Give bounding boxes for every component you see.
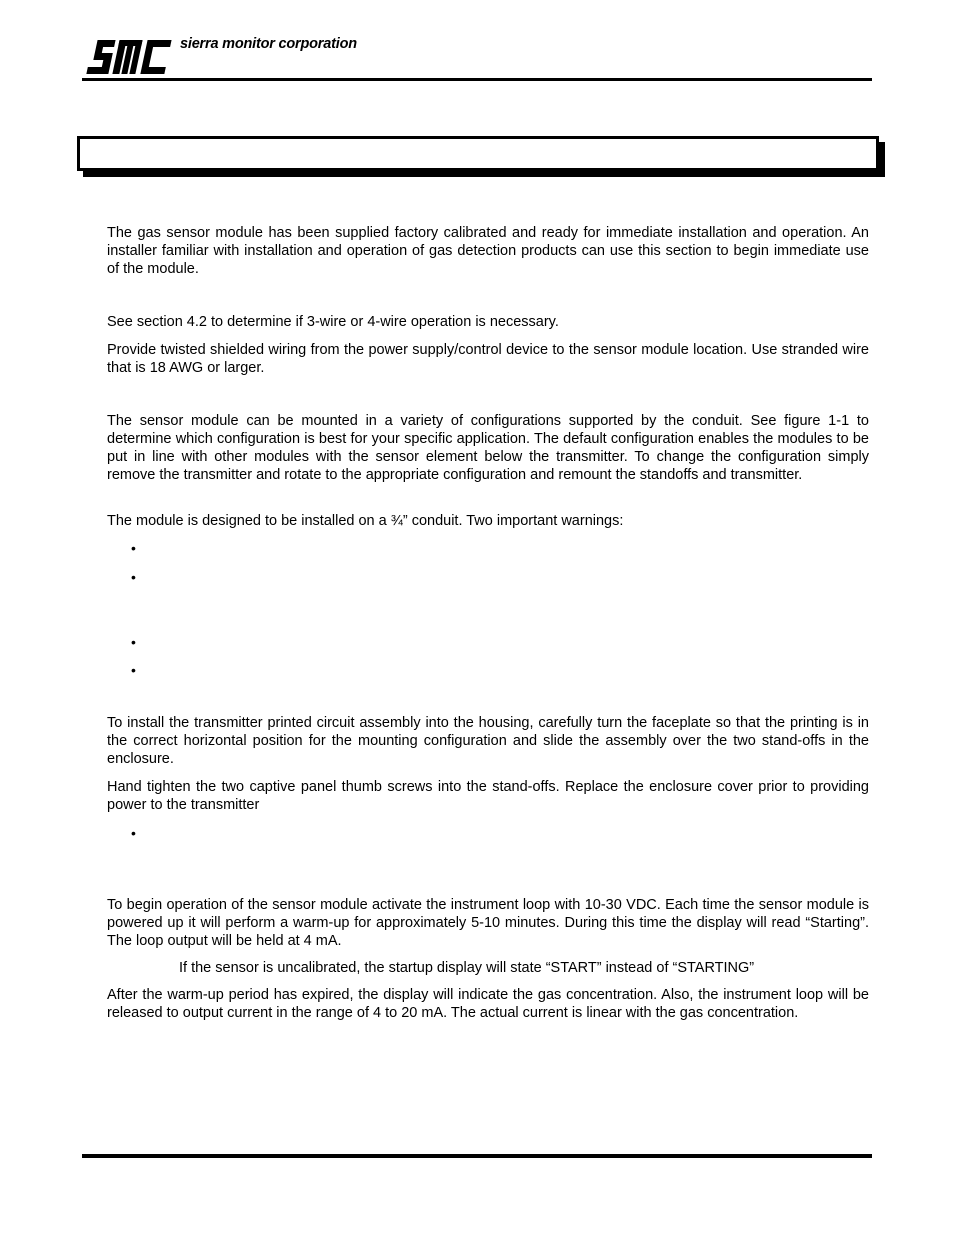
wiring-paragraph-2: Provide twisted shielded wiring from the power supply/control device to the sensor module location. Use stranded wire that is 18 AWG or larger. xyxy=(107,342,869,376)
company-name: sierra monitor corporation xyxy=(180,36,357,52)
section-title-box xyxy=(77,136,879,171)
transmitter-paragraph-1: To install the transmitter printed circuit assembly into the housing, carefully turn the faceplate so that the printing is in the correct horizontal position for the mounting configuration and slide the assembly over the two stand-offs in the enclosure. xyxy=(107,715,869,767)
warning-bullet-4: • xyxy=(131,662,136,678)
warning-bullet-1: • xyxy=(131,540,136,556)
intro-paragraph: The gas sensor module has been supplied factory calibrated and ready for immediate installation and operation. An installer familiar with installation and operation of gas detection products can use this section to begin immediate use of the module. xyxy=(107,225,869,277)
company-logo xyxy=(86,38,178,76)
header-rule xyxy=(82,78,872,81)
operation-paragraph-2: After the warm-up period has expired, the display will indicate the gas concentration. Also, the instrument loop will be released to output current in the range of 4 to 20 mA. The actual current is linear with the gas concentration. xyxy=(107,987,869,1021)
mounting-paragraph-2: The module is designed to be installed on a ¾” conduit. Two important warnings: xyxy=(107,513,624,529)
operation-note: If the sensor is uncalibrated, the startup display will state “START” instead of “STARTING” xyxy=(179,960,755,976)
transmitter-bullet: • xyxy=(131,825,136,841)
warning-bullet-3: • xyxy=(131,634,136,650)
operation-paragraph-1: To begin operation of the sensor module activate the instrument loop with 10-30 VDC. Each time the sensor module is powered up it will perform a warm-up for approximately 5-10 minutes. During this time the display will read “Starting”. The loop output will be held at 4 mA. xyxy=(107,897,869,949)
wiring-paragraph-1: See section 4.2 to determine if 3-wire or 4-wire operation is necessary. xyxy=(107,314,559,330)
transmitter-paragraph-2: Hand tighten the two captive panel thumb screws into the stand-offs. Replace the enclosure cover prior to providing power to the transmitter xyxy=(107,779,869,813)
mounting-paragraph-1: The sensor module can be mounted in a variety of configurations supported by the conduit. See figure 1-1 to determine which configuration is best for your specific application. The default configuration enables the modules to be put in line with other modules with the sensor element below the transmitter. To change the configuration simply remove the transmitter and rotate to the appropriate configuration and remount the standoffs and transmitter. xyxy=(107,413,869,483)
warning-bullet-2: • xyxy=(131,569,136,585)
footer-rule xyxy=(82,1154,872,1158)
